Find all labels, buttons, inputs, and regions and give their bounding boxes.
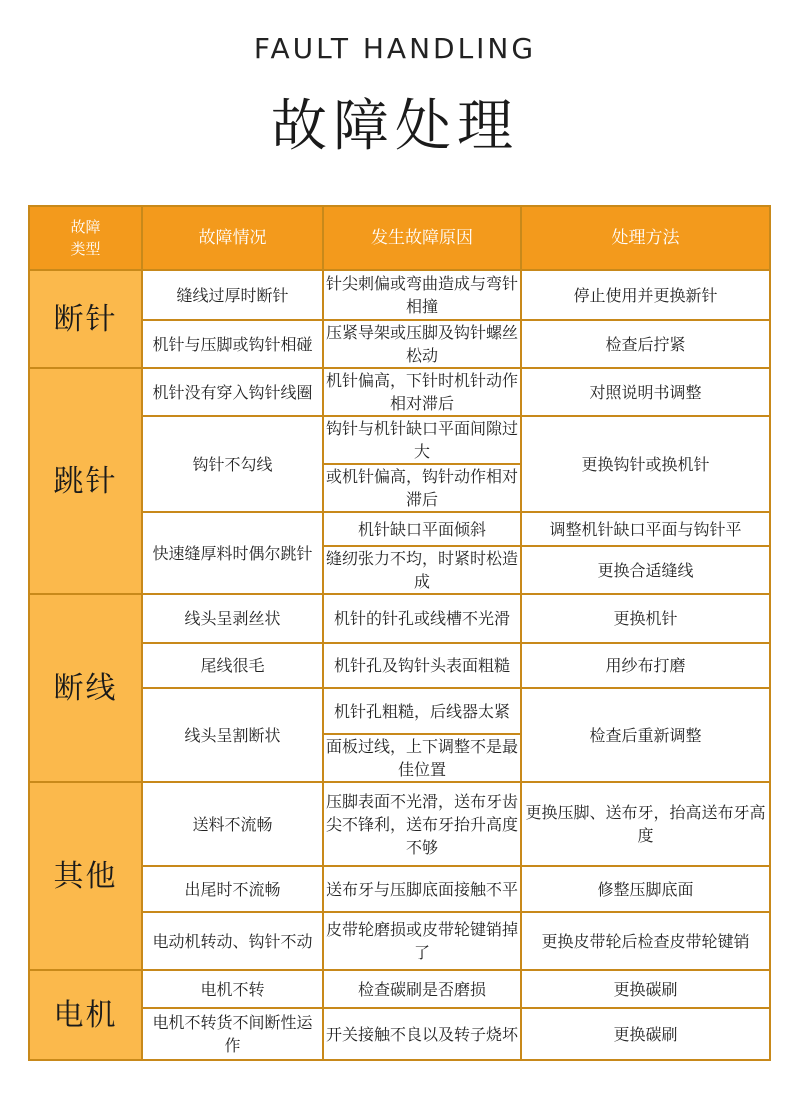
method-cell: 调整机针缺口平面与钩针平 [521, 512, 770, 546]
situation-cell: 电机不转货不间断性运作 [142, 1008, 323, 1060]
table-row [29, 970, 770, 1008]
situation-cell: 电动机转动、钩针不动 [142, 912, 323, 970]
title-english: FAULT HANDLING [253, 32, 537, 65]
header-method: 处理方法 [521, 206, 770, 270]
situation-cell: 线头呈割断状 [142, 688, 323, 782]
method-cell: 用纱布打磨 [521, 643, 770, 688]
cause-cell: 开关接触不良以及转子烧坏 [323, 1008, 521, 1060]
method-cell: 停止使用并更换新针 [521, 270, 770, 320]
header-cause: 发生故障原因 [323, 206, 521, 270]
category-cell: 断线 [29, 594, 142, 782]
method-cell: 更换碳刷 [521, 1008, 770, 1060]
situation-cell: 线头呈剥丝状 [142, 594, 323, 643]
header-fault-type-line2: 类型 [70, 240, 101, 258]
table-row [29, 270, 770, 320]
header-fault-type [29, 206, 142, 270]
table-row [29, 594, 770, 643]
header-fault-type-line1: 故障 [70, 218, 101, 236]
method-cell: 检查后拧紧 [521, 320, 770, 368]
cause-cell: 缝纫张力不均，时紧时松造成 [323, 546, 521, 594]
method-cell: 对照说明书调整 [521, 368, 770, 416]
cause-cell: 机针偏高，下针时机针动作相对滞后 [323, 368, 521, 416]
cause-cell: 机针缺口平面倾斜 [323, 512, 521, 546]
cause-cell: 钩针与机针缺口平面间隙过大 [323, 416, 521, 464]
fault-table [28, 205, 771, 1061]
method-cell: 更换碳刷 [521, 970, 770, 1008]
table-row [29, 782, 770, 866]
method-cell: 更换压脚、送布牙，抬高送布牙高度 [521, 782, 770, 866]
cause-cell: 皮带轮磨损或皮带轮键销掉了 [323, 912, 521, 970]
cause-cell: 机针的针孔或线槽不光滑 [323, 594, 521, 643]
situation-cell: 出尾时不流畅 [142, 866, 323, 912]
method-cell: 更换钩针或换机针 [521, 416, 770, 512]
situation-cell: 送料不流畅 [142, 782, 323, 866]
situation-cell: 机针与压脚或钩针相碰 [142, 320, 323, 368]
header-situation: 故障情况 [142, 206, 323, 270]
cause-cell: 压紧导架或压脚及钩针螺丝松动 [323, 320, 521, 368]
category-cell: 其他 [29, 782, 142, 970]
cause-cell: 送布牙与压脚底面接触不平 [323, 866, 521, 912]
cause-cell: 机针孔粗糙，后线器太紧 [323, 688, 521, 734]
method-cell: 更换机针 [521, 594, 770, 643]
category-cell: 电机 [29, 970, 142, 1060]
situation-cell: 机针没有穿入钩针线圈 [142, 368, 323, 416]
cause-cell: 针尖刺偏或弯曲造成与弯针相撞 [323, 270, 521, 320]
cause-cell: 机针孔及钩针头表面粗糙 [323, 643, 521, 688]
method-cell: 更换皮带轮后检查皮带轮键销 [521, 912, 770, 970]
cause-cell: 压脚表面不光滑，送布牙齿尖不锋利，送布牙抬升高度不够 [323, 782, 521, 866]
situation-cell: 电机不转 [142, 970, 323, 1008]
title-chinese: 故障处理 [271, 94, 519, 159]
cause-cell: 或机针偏高，钩针动作相对滞后 [323, 464, 521, 512]
situation-cell: 快速缝厚料时偶尔跳针 [142, 512, 323, 594]
header-row [29, 206, 770, 270]
method-cell: 修整压脚底面 [521, 866, 770, 912]
situation-cell: 尾线很毛 [142, 643, 323, 688]
method-cell: 更换合适缝线 [521, 546, 770, 594]
category-cell: 跳针 [29, 368, 142, 594]
situation-cell: 钩针不勾线 [142, 416, 323, 512]
cause-cell: 检查碳刷是否磨损 [323, 970, 521, 1008]
category-cell: 断针 [29, 270, 142, 368]
method-cell: 检查后重新调整 [521, 688, 770, 782]
situation-cell: 缝线过厚时断针 [142, 270, 323, 320]
table-row [29, 368, 770, 416]
cause-cell: 面板过线，上下调整不是最佳位置 [323, 734, 521, 782]
